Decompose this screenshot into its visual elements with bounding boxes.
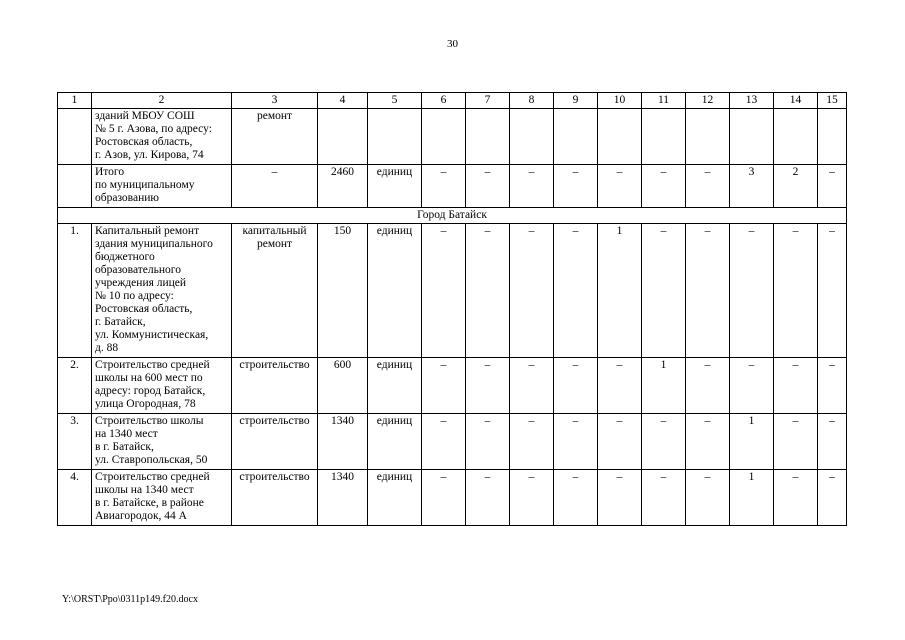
cell-line: школы на 1340 мест <box>95 484 194 496</box>
cell-line: на 1340 мест <box>95 428 158 440</box>
cell-line: зданий МБОУ СОШ <box>95 110 195 122</box>
year-cell: – <box>774 414 818 470</box>
year-cell <box>730 109 774 165</box>
year-cell <box>598 109 642 165</box>
cell-line: образованию <box>95 192 159 204</box>
year-cell: – <box>466 165 510 208</box>
year-cell <box>510 109 554 165</box>
capacity: 600 <box>318 358 368 414</box>
cell-line: Строительство средней <box>95 359 210 371</box>
data-table <box>57 92 847 526</box>
cell-line: здания муниципального <box>95 238 213 250</box>
year-cell: – <box>510 165 554 208</box>
column-header: 8 <box>510 93 554 109</box>
year-cell: 1 <box>598 224 642 358</box>
cell-line: ремонт <box>256 110 293 122</box>
year-cell: – <box>554 470 598 526</box>
year-cell: – <box>598 470 642 526</box>
cell-line: ремонт <box>256 238 293 250</box>
year-cell: – <box>422 165 466 208</box>
column-header: 6 <box>422 93 466 109</box>
section-title: Город Батайск <box>58 208 847 224</box>
column-header: 2 <box>92 93 232 109</box>
year-cell: – <box>686 358 730 414</box>
year-cell: – <box>510 414 554 470</box>
year-cell: – <box>818 414 847 470</box>
row-number: 2. <box>58 358 92 414</box>
section-row <box>58 208 847 224</box>
year-cell <box>818 109 847 165</box>
cell-line: улица Огородная, 78 <box>95 398 196 410</box>
year-cell: – <box>554 358 598 414</box>
cell-line: школы на 600 мест по <box>95 372 203 384</box>
capacity <box>318 109 368 165</box>
year-cell: – <box>598 358 642 414</box>
year-cell: – <box>818 470 847 526</box>
cell-line: Ростовская область, <box>95 303 193 315</box>
year-cell: – <box>774 358 818 414</box>
year-cell <box>642 109 686 165</box>
year-cell: – <box>642 224 686 358</box>
year-cell: – <box>686 165 730 208</box>
cell-line: Авиагородок, 44 А <box>95 510 187 522</box>
row-number: 4. <box>58 470 92 526</box>
cell-line: в г. Батайске, в районе <box>95 497 204 509</box>
cell-line: образовательного <box>95 264 181 276</box>
year-cell: 2 <box>774 165 818 208</box>
header-row <box>58 93 847 109</box>
year-cell: – <box>686 414 730 470</box>
column-header: 3 <box>232 93 318 109</box>
year-cell: – <box>554 165 598 208</box>
cell-line: бюджетного <box>95 251 155 263</box>
year-cell: – <box>730 358 774 414</box>
column-header: 4 <box>318 93 368 109</box>
year-cell: – <box>510 224 554 358</box>
cell-line: строительство <box>239 415 310 427</box>
year-cell: – <box>422 470 466 526</box>
object-name <box>92 109 232 165</box>
capacity: 1340 <box>318 414 368 470</box>
column-header: 13 <box>730 93 774 109</box>
year-cell: – <box>422 224 466 358</box>
table-row <box>58 109 847 165</box>
object-name <box>92 165 232 208</box>
table-row <box>58 224 847 358</box>
column-header: 15 <box>818 93 847 109</box>
page-number: 30 <box>447 38 458 50</box>
work-type <box>232 109 318 165</box>
table-row <box>58 358 847 414</box>
cell-line: г. Азов, ул. Кирова, 74 <box>95 149 204 161</box>
work-type <box>232 358 318 414</box>
file-path-footer: Y:\ORST\Ppo\0311p149.f20.docx <box>62 594 198 605</box>
cell-line: Ростовская область, <box>95 136 193 148</box>
year-cell: – <box>422 358 466 414</box>
column-header: 12 <box>686 93 730 109</box>
object-name <box>92 470 232 526</box>
year-cell <box>466 109 510 165</box>
unit <box>368 109 422 165</box>
work-type <box>232 224 318 358</box>
cell-line: по муниципальному <box>95 179 195 191</box>
column-header: 14 <box>774 93 818 109</box>
cell-line: Капитальный ремонт <box>95 225 200 237</box>
year-cell: – <box>686 224 730 358</box>
column-header: 9 <box>554 93 598 109</box>
cell-line: строительство <box>239 359 310 371</box>
year-cell: – <box>642 470 686 526</box>
year-cell: – <box>554 414 598 470</box>
object-name <box>92 358 232 414</box>
year-cell: – <box>774 224 818 358</box>
year-cell <box>422 109 466 165</box>
year-cell: – <box>642 414 686 470</box>
year-cell: – <box>774 470 818 526</box>
object-name <box>92 414 232 470</box>
year-cell: – <box>598 414 642 470</box>
year-cell: – <box>510 358 554 414</box>
year-cell <box>774 109 818 165</box>
year-cell: – <box>818 165 847 208</box>
table-row <box>58 414 847 470</box>
cell-line: № 5 г. Азова, по адресу: <box>95 123 212 135</box>
cell-line: ул. Ставропольская, 50 <box>95 454 208 466</box>
year-cell <box>554 109 598 165</box>
cell-line: № 10 по адресу: <box>95 290 174 302</box>
year-cell: 1 <box>730 470 774 526</box>
year-cell: 3 <box>730 165 774 208</box>
unit: единиц <box>368 470 422 526</box>
cell-line: д. 88 <box>95 342 119 354</box>
unit: единиц <box>368 358 422 414</box>
cell-line: строительство <box>239 471 310 483</box>
cell-line: г. Батайск, <box>95 316 146 328</box>
year-cell: – <box>466 224 510 358</box>
year-cell: – <box>642 165 686 208</box>
cell-line: – <box>271 166 278 178</box>
capacity: 2460 <box>318 165 368 208</box>
unit: единиц <box>368 224 422 358</box>
year-cell: – <box>466 358 510 414</box>
object-name <box>92 224 232 358</box>
year-cell: – <box>510 470 554 526</box>
cell-line: в г. Батайск, <box>95 441 154 453</box>
year-cell: – <box>598 165 642 208</box>
year-cell: – <box>554 224 598 358</box>
work-type <box>232 470 318 526</box>
year-cell: – <box>466 470 510 526</box>
work-type <box>232 414 318 470</box>
column-header: 7 <box>466 93 510 109</box>
year-cell: – <box>818 224 847 358</box>
cell-line: капитальный <box>242 225 307 237</box>
row-number <box>58 109 92 165</box>
year-cell: – <box>730 224 774 358</box>
capacity: 1340 <box>318 470 368 526</box>
column-header: 10 <box>598 93 642 109</box>
year-cell: – <box>686 470 730 526</box>
unit: единиц <box>368 165 422 208</box>
row-number: 3. <box>58 414 92 470</box>
row-number <box>58 165 92 208</box>
year-cell: – <box>818 358 847 414</box>
work-type <box>232 165 318 208</box>
cell-line: Итого <box>95 166 125 178</box>
year-cell: – <box>422 414 466 470</box>
column-header: 11 <box>642 93 686 109</box>
cell-line: учреждения лицей <box>95 277 187 289</box>
cell-line: ул. Коммунистическая, <box>95 329 209 341</box>
row-number: 1. <box>58 224 92 358</box>
table-row <box>58 470 847 526</box>
year-cell: – <box>466 414 510 470</box>
cell-line: Строительство школы <box>95 415 204 427</box>
column-header: 5 <box>368 93 422 109</box>
cell-line: Строительство средней <box>95 471 210 483</box>
year-cell: 1 <box>642 358 686 414</box>
capacity: 150 <box>318 224 368 358</box>
year-cell: 1 <box>730 414 774 470</box>
column-header: 1 <box>58 93 92 109</box>
table-row <box>58 165 847 208</box>
unit: единиц <box>368 414 422 470</box>
cell-line: адресу: город Батайск, <box>95 385 206 397</box>
year-cell <box>686 109 730 165</box>
